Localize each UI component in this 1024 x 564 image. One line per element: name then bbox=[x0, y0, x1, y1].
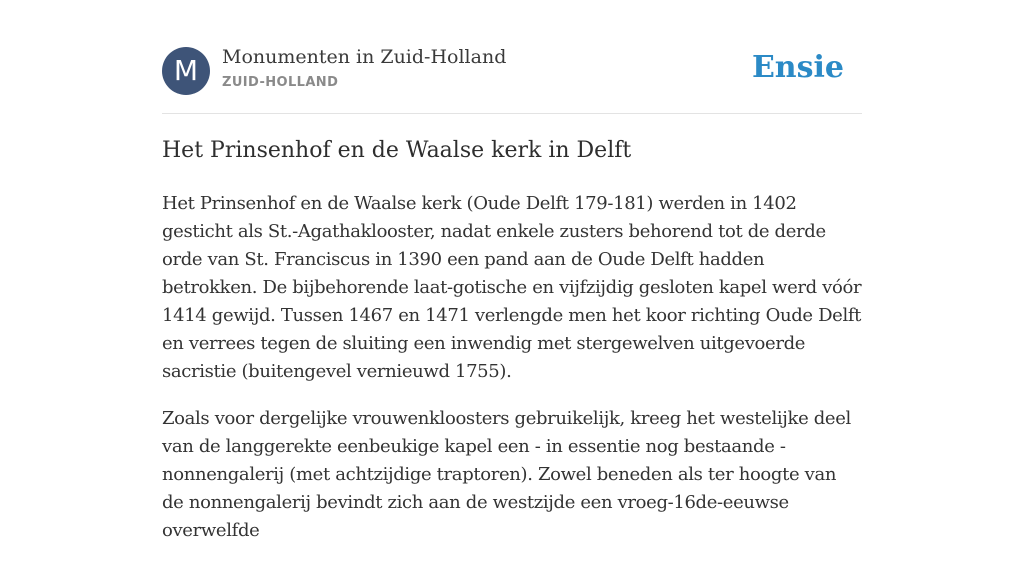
header-divider bbox=[162, 113, 862, 114]
site-header bbox=[162, 46, 862, 96]
avatar[interactable]: M bbox=[162, 47, 210, 95]
site-subtitle: ZUID-HOLLAND bbox=[222, 75, 339, 90]
brand-logo[interactable]: Ensie bbox=[751, 50, 844, 85]
article-paragraph: Zoals voor dergelijke vrouwenkloosters gebruikelijk, kreeg het westelijke deel van de langgerekte eenbeukige kapel een - in essentie nog bestaande - nonnengalerij (met achtzijdige traptoren). Zowel beneden als ter hoogte van de nonnengalerij bevindt zich aan de westzijde een vroeg-16de-eeuwse overwelfde bbox=[162, 408, 851, 541]
site-title[interactable]: Monumenten in Zuid-Holland bbox=[222, 46, 507, 68]
article-paragraph: Het Prinsenhof en de Waalse kerk (Oude Delft 179-181) werden in 1402 gesticht als St.-Agathaklooster, nadat enkele zusters behorend tot de derde orde van St. Franciscus in 1390 een pand aan de Oude Delft hadden betrokken. De bijbehorende laat-gotische en vijfzijdig gesloten kapel werd vóór 1414 gewijd. Tussen 1467 en 1471 verlengde men het koor richting Oude Delft en verrees tegen de sluiting een inwendig met stergewelven uitgevoerde sacristie (buitengevel vernieuwd 1755). bbox=[162, 193, 862, 382]
article-title: Het Prinsenhof en de Waalse kerk in Delft bbox=[162, 138, 632, 163]
article-body bbox=[162, 190, 862, 564]
